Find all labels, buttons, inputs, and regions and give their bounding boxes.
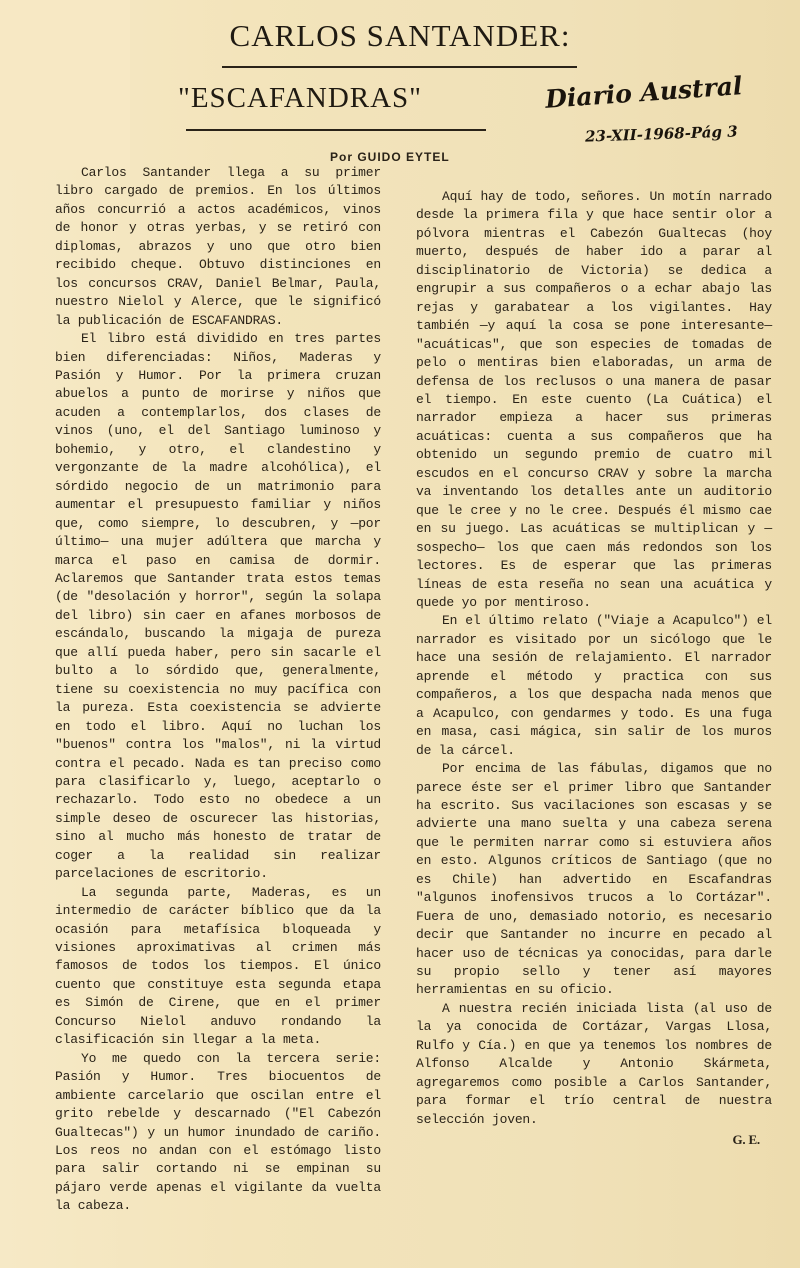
author-signature: G. E. (732, 1132, 760, 1148)
article-subtitle: "ESCAFANDRAS" (177, 82, 423, 114)
paragraph: Aquí hay de todo, señores. Un motín narrado desde la primera fila y que hace sentir olor a pólvora mientras el Cabezón Gualtecas (hoy muerto, después de haber ido a parar al disciplinatorio de Victoria) se dedica a engrupir a sus compañeros o a echar abajo las rejas y garabatear a los vigilantes. Hay también —y aquí la cosa se pone interesante— "acuáticas", que son especies de tomadas de pelo o mentiras bien elaboradas, un arma de defensa de los reclusos o una manera de pasar el tiempo. En este cuento (La Cuática) el narrador empieza a hacer sus primeras acuáticas: cuenta a sus compañeros que ha obtenido un segundo premio de cuatro mil escudos en el concurso CRAV y sobre la marcha va inventando los detalles ante un auditorio que le cree y no le cree. Después él mismo cae en su juego. Las acuáticas se multiplican y —sospecho— los que caen más redondos son los lectores. Es de esperar que las primeras líneas de esta reseña no sean una acuática y quede yo por mentiroso. (416, 189, 772, 610)
paragraph: A nuestra recién iniciada lista (al uso de la ya conocida de Cortázar, Vargas Llosa, Rulfo y Cía.) en que ya tenemos los nombres de Alfonso Alcalde y Antonio Skármeta, agregaremos como posible a Carlos Santander, para formar el trío central de nuestra selección joven. (416, 1000, 772, 1127)
paragraph: Carlos Santander llega a su primer libro cargado de premios. En los últimos años concurrió a actos académicos, vinos de honor y otras yerbas, y se retiró con diplomas, abrazos y uno que otro bien recibido cheque. Obtuvo distinciones en los concursos CRAV, Daniel Belmar, Paula, nuestro Nielol y Alerce, que le significó la publicación de ESCAFANDRAS. (55, 165, 381, 328)
article-left-column (55, 164, 381, 1216)
paragraph: La segunda parte, Maderas, es un intermedio de carácter bíblico que da la ocasión para metafísica bloqueada y visiones aproximativas al crimen más famosos de todos los tiempos. El único cuento que constituye esta segunda etapa es Simón de Cirene, que en el primer Concurso Nielol anduvo rondando la clasificación sin llegar a la meta. (55, 884, 381, 1048)
paragraph: En el último relato ("Viaje a Acapulco") el narrador es visitado por un sicólogo que le hace una sesión de relajamiento. El narrador aprende el método y practica con sus compañeros, a los que despacha nada menos que a Acapulco, con gendarmes y todo. Es una fuga en masa, casi mágica, sin salir de los muros de la cárcel. (416, 613, 772, 758)
paragraph: Por encima de las fábulas, digamos que no parece éste ser el primer libro que Santander ha escrito. Sus vacilaciones son escasas y se advierte una mano suelta y una cabeza serena que le permiten narrar como si estuviera años en esto. Algunos críticos de Santiago (que no es Chile) han advertido en Escafandras "algunos inofensivos trucos a lo Cortázar". Fuera de uno, demasiado notorio, es necesario decir que Santander no incurre en pecado al hacer uso de técnicas ya conocidas, para darle su propio sello y tener así mayores herramientas en su oficio. (416, 761, 772, 998)
handwritten-source: Diario Austral (544, 71, 744, 114)
paragraph: El libro está dividido en tres partes bien diferenciadas: Niños, Maderas y Pasión y Humor. Por la primera cruzan abuelos a punto de morirse y niños que acuden a contemplarlos, dos clases de vinos (uno, el del Santiago luminoso y bohemio, y otro, el clandestino y vergonzante de la madre alcohólica), el sórdido negocio de un matrimonio para aumentar el presupuesto familiar y niños que, como siempre, lo descubren, y —por último— una mujer adúltera que marcha y marca el paso en camisa de dormir. Aclaremos que Santander trata estos temas (de "desolación y horror", según la solapa del libro) sin caer en afanes morbosos de escándalo, buscando la migaja de pureza que allí pueda haber, pero sin sacarle el bulto a lo sórdido que, generalmente, tiene su coexistencia no muy pacífica con la pureza. Esta coexistencia se advierte en todo el libro. Aquí no luchan los "buenos" contra los "malos", ni la virtud contra el pecado. Nada es tan preciso como para clasificarlo y, luego, aceptarlo o rechazarlo. Todo esto no obedece a un simple deseo de oscurecer las historias, sino al mucho más honesto de tratar de coger a la realidad sin realizar parcelaciones de escritorio. (55, 331, 381, 882)
subtitle-divider (186, 129, 486, 131)
byline: Por GUIDO EYTEL (330, 150, 450, 164)
handwritten-date: 23-XII-1968-Pág 3 (584, 122, 738, 146)
title-divider (222, 66, 577, 68)
article-right-column (416, 188, 772, 1150)
article-title: CARLOS SANTANDER: (229, 18, 571, 53)
paragraph: Yo me quedo con la tercera serie: Pasión y Humor. Tres biocuentos de ambiente carcelario que oscilan entre el grito rebelde y descarnado ("El Cabezón Gualtecas") y un humor inundado de cariño. Los reos no andan con el estómago listo para salir cortando ni se empinan su pájaro verde apenas el vigilante da vuelta la cabeza. (55, 1050, 381, 1214)
